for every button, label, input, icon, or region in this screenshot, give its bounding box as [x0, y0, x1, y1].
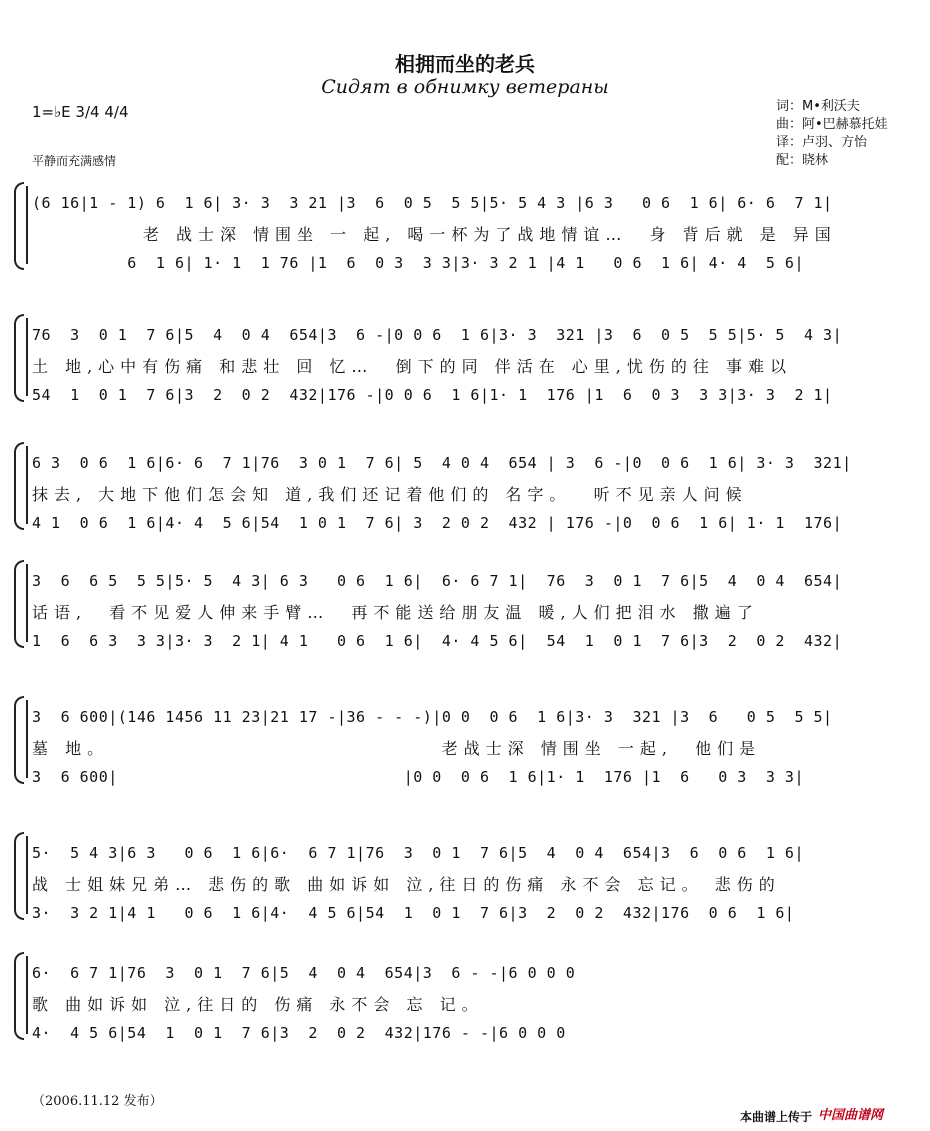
system-barline	[26, 446, 28, 524]
score-system	[0, 440, 930, 540]
system-bracket	[14, 442, 24, 530]
lyricist: 词：M•利沃夫	[776, 99, 860, 114]
lower-staff-notes: 3· 3 2 1|4 1 0 6 1 6|4· 4 5 6|54 1 0 1 7 6|3 2 0 2 432|176 0 6 1 6|	[32, 904, 795, 922]
upper-staff-notes: 5· 5 4 3|6 3 0 6 1 6|6· 6 7 1|76 3 0 1 7 6|5 4 0 4 654|3 6 0 6 1 6|	[32, 844, 804, 862]
score-system	[0, 830, 930, 930]
publish-date: （2006.11.12 发布）	[32, 1094, 163, 1109]
score-system	[0, 180, 930, 280]
site-logo[interactable]: 中国曲谱网	[818, 1108, 884, 1123]
system-barline	[26, 564, 28, 642]
system-bracket	[14, 560, 24, 648]
system-bracket	[14, 182, 24, 270]
lyric-line: 墓 地。 老战士深 情围坐 一起, 他们是	[32, 739, 762, 758]
system-barline	[26, 700, 28, 778]
upper-staff-notes: 6· 6 7 1|76 3 0 1 7 6|5 4 0 4 654|3 6 - -|6 0 0 0	[32, 964, 576, 982]
system-bracket	[14, 952, 24, 1040]
score-system	[0, 312, 930, 412]
score-system	[0, 558, 930, 658]
lower-staff-notes: 6 1 6| 1· 1 1 76 |1 6 0 3 3 3|3· 3 2 1 |4 1 0 6 1 6| 4· 4 5 6|	[32, 254, 804, 272]
system-bracket	[14, 314, 24, 402]
system-barline	[26, 186, 28, 264]
system-barline	[26, 836, 28, 914]
lower-staff-notes: 1 6 6 3 3 3|3· 3 2 1| 4 1 0 6 1 6| 4· 4 5 6| 54 1 0 1 7 6|3 2 0 2 432|	[32, 632, 843, 650]
composer: 曲：阿•巴赫慕托娃	[776, 117, 888, 132]
lyric-line: 老 战士深 情围坐 一 起, 喝一杯为了战地情谊… 身 背后就 是 异国	[32, 225, 837, 244]
page-title: 相拥而坐的老兵	[395, 52, 535, 76]
system-bracket	[14, 696, 24, 784]
upper-staff-notes: 6 3 0 6 1 6|6· 6 7 1|76 3 0 1 7 6| 5 4 0 4 654 | 3 6 -|0 0 6 1 6| 3· 3 321|	[32, 454, 852, 472]
arranger: 配：晓林	[776, 153, 829, 168]
score-system	[0, 950, 930, 1050]
lower-staff-notes: 4 1 0 6 1 6|4· 4 5 6|54 1 0 1 7 6| 3 2 0 2 432 | 176 -|0 0 6 1 6| 1· 1 176|	[32, 514, 843, 532]
upper-staff-notes: 76 3 0 1 7 6|5 4 0 4 654|3 6 -|0 0 6 1 6|3· 3 321 |3 6 0 5 5 5|5· 5 4 3|	[32, 326, 843, 344]
credits	[776, 98, 888, 170]
system-barline	[26, 956, 28, 1034]
score-system	[0, 694, 930, 794]
expression-mark: 平静而充满感情	[32, 154, 117, 168]
lyric-line: 话语, 看不见爱人伸来手臂… 再不能送给朋友温 暖,人们把泪水 撒遍了	[32, 603, 759, 622]
upper-staff-notes: (6 16|1 - 1) 6 1 6| 3· 3 3 21 |3 6 0 5 5 5|5· 5 4 3 |6 3 0 6 1 6| 6· 6 7 1|	[32, 194, 833, 212]
key-signature: 1=♭E 3/4 4/4	[32, 103, 129, 121]
lyric-line: 战 士姐妹兄弟… 悲伤的歌 曲如诉如 泣,往日的伤痛 永不会 忘记。 悲伤的	[32, 875, 781, 894]
translator: 译：卢羽、方怡	[776, 135, 868, 150]
lower-staff-notes: 3 6 600| |0 0 0 6 1 6|1· 1 176 |1 6 0 3 3 3|	[32, 768, 804, 786]
lyric-line: 抹去, 大地下他们怎会知 道,我们还记着他们的 名字。 听不见亲人问候	[32, 485, 748, 504]
system-bracket	[14, 832, 24, 920]
lower-staff-notes: 4· 4 5 6|54 1 0 1 7 6|3 2 0 2 432|176 - -|6 0 0 0	[32, 1024, 566, 1042]
upload-text: 本曲谱上传于	[740, 1110, 813, 1124]
system-barline	[26, 318, 28, 396]
upper-staff-notes: 3 6 6 5 5 5|5· 5 4 3| 6 3 0 6 1 6| 6· 6 7 1| 76 3 0 1 7 6|5 4 0 4 654|	[32, 572, 843, 590]
lower-staff-notes: 54 1 0 1 7 6|3 2 0 2 432|176 -|0 0 6 1 6|1· 1 176 |1 6 0 3 3 3|3· 3 2 1|	[32, 386, 833, 404]
upper-staff-notes: 3 6 600|(146 1456 11 23|21 17 -|36 - - -)|0 0 0 6 1 6|3· 3 321 |3 6 0 5 5 5|	[32, 708, 833, 726]
lyric-line: 歌 曲如诉如 泣,往日的 伤痛 永不会 忘 记。	[32, 995, 484, 1014]
lyric-line: 土 地,心中有伤痛 和悲壮 回 忆… 倒下的同 伴活在 心里,忧伤的往 事难以	[32, 357, 792, 376]
page-subtitle: Сидят в обнимку ветераны	[321, 76, 609, 98]
